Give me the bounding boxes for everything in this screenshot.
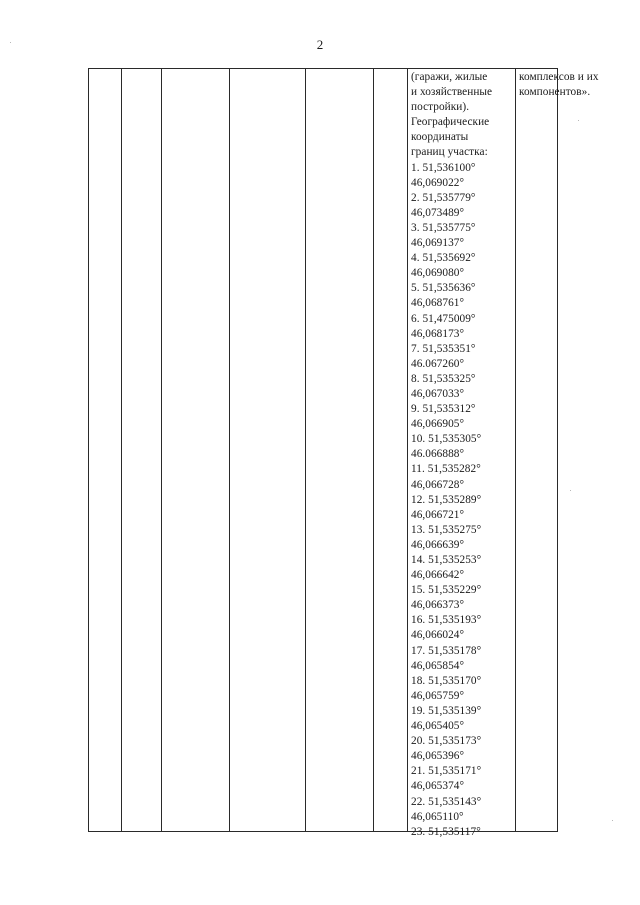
text-line: 46,065396° bbox=[411, 750, 465, 763]
text-line: 46,066721° bbox=[411, 508, 465, 521]
text-line: 9. 51,535312° bbox=[411, 403, 476, 416]
text-line: 17. 51,535178° bbox=[411, 644, 482, 657]
text-line: 10. 51,535305° bbox=[411, 433, 482, 446]
text-line: 46,068761° bbox=[411, 297, 465, 310]
text-line: 15. 51,535229° bbox=[411, 584, 482, 597]
text-line: 46,066373° bbox=[411, 599, 465, 612]
text-line: 14. 51,535253° bbox=[411, 554, 482, 566]
text-line: 46,069022° bbox=[411, 176, 465, 189]
text-line: 2. 51,535779° bbox=[411, 191, 476, 204]
text-line: 22. 51,535143° bbox=[411, 795, 482, 808]
plot-boundaries-cell bbox=[411, 70, 515, 840]
text-line: 8. 51,535325° bbox=[411, 372, 476, 385]
column-divider bbox=[305, 69, 306, 831]
text-line: 18. 51,535170° bbox=[411, 674, 482, 687]
text-line: и хозяйственные bbox=[411, 86, 493, 99]
text-line: 16. 51,535193° bbox=[411, 614, 482, 627]
status-cell bbox=[519, 70, 599, 100]
column-divider bbox=[373, 69, 374, 831]
column-divider bbox=[407, 69, 408, 831]
text-line: 46,065110° bbox=[411, 810, 464, 823]
column-divider bbox=[515, 69, 516, 831]
text-line: постройки). bbox=[411, 101, 470, 114]
text-line: 46,065759° bbox=[411, 689, 465, 702]
text-line: 20. 51,535173° bbox=[411, 735, 482, 748]
text-line: 46,066905° bbox=[411, 418, 465, 431]
text-line: 7. 51,535351° bbox=[411, 342, 476, 355]
text-line: 46.066888° bbox=[411, 448, 465, 461]
text-line: (гаражи, жилые bbox=[411, 71, 488, 83]
text-line: 3. 51,535775° bbox=[411, 221, 476, 234]
document-table bbox=[88, 68, 599, 838]
text-line: 46,065854° bbox=[411, 659, 465, 672]
text-line: 46.067260° bbox=[411, 357, 465, 370]
text-line: 21. 51,535171° bbox=[411, 765, 482, 778]
text-line: Географические bbox=[411, 116, 490, 129]
page-number: 2 bbox=[316, 37, 324, 52]
text-line: 46,066024° bbox=[411, 629, 465, 642]
text-line: границ участка: bbox=[411, 146, 488, 159]
text-line: 1. 51,536100° bbox=[411, 161, 476, 174]
text-line: компонентов». bbox=[519, 86, 591, 99]
scan-speck bbox=[612, 820, 613, 821]
scan-speck bbox=[578, 120, 579, 121]
scan-speck bbox=[570, 490, 571, 491]
column-divider bbox=[161, 69, 162, 831]
text-line: 4. 51,535692° bbox=[411, 252, 476, 265]
text-line: 46,067033° bbox=[411, 387, 465, 400]
text-line: 46,073489° bbox=[411, 206, 465, 219]
text-line: 11. 51,535282° bbox=[411, 463, 481, 476]
text-line: 12. 51,535289° bbox=[411, 493, 482, 506]
text-line: 23. 51,535117° bbox=[411, 825, 481, 838]
text-line: 46,066728° bbox=[411, 478, 465, 491]
text-line: 13. 51,535275° bbox=[411, 523, 482, 536]
text-line: 46,066642° bbox=[411, 569, 465, 582]
scan-speck bbox=[10, 42, 11, 43]
text-line: 46,068173° bbox=[411, 327, 465, 340]
text-line: 19. 51,535139° bbox=[411, 704, 482, 717]
column-divider bbox=[229, 69, 230, 831]
text-line: 5. 51,535636° bbox=[411, 282, 476, 295]
text-line: 46,065405° bbox=[411, 720, 465, 733]
text-line: 6. 51,475009° bbox=[411, 312, 476, 325]
text-line: 46,065374° bbox=[411, 780, 465, 793]
text-line: 46,069080° bbox=[411, 267, 465, 280]
text-line: 46,069137° bbox=[411, 237, 465, 250]
column-divider bbox=[121, 69, 122, 831]
text-line: 46,066639° bbox=[411, 538, 465, 551]
text-line: координаты bbox=[411, 131, 469, 144]
text-line: комплексов и их bbox=[519, 71, 599, 83]
